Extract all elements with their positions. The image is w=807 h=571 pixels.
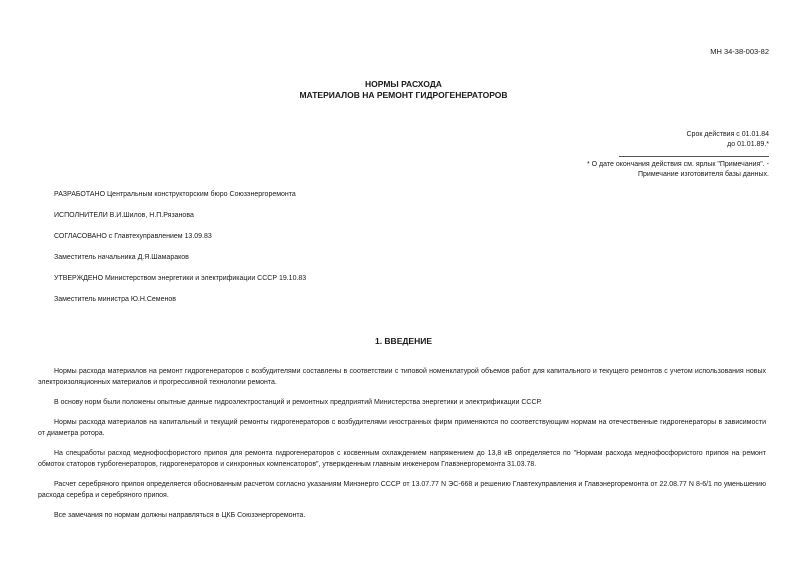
validity-block: [587, 130, 769, 180]
paragraph-4: На спецработы расход меднофосфористого припоя для ремонта гидрогенераторов с косвенным охлаждением напряжением до 13,8 кВ определяется по "Нормам расхода меднофосфористого припоя на ремонт обмоток статоров турбогенераторов, гидрогенераторов и синхронных компенсаторов", утвержденным главным инженером Главэнергоремонта 31.03.78.: [38, 450, 766, 468]
validity-start: Срок действия с 01.01.84: [686, 131, 769, 138]
paragraph-6: Все замечания по нормам должны направляться в ЦКБ Союзэнергоремонта.: [54, 512, 306, 519]
meta-agreed: СОГЛАСОВАНО с Главтехуправлением 13.09.83: [54, 233, 212, 240]
footnote-divider: [619, 156, 769, 157]
meta-deputy-head: Заместитель начальника Д.Я.Шамараков: [54, 254, 189, 261]
document-title: [0, 79, 807, 101]
footnote-line-1: * О дате окончания действия см. ярлык "Примечания". -: [586, 161, 769, 168]
section-title: 1. ВВЕДЕНИЕ: [374, 336, 433, 346]
meta-developed: РАЗРАБОТАНО Центральным конструкторским бюро Союзэнергоремонта: [54, 191, 296, 198]
paragraph-1: Нормы расхода материалов на ремонт гидрогенераторов с возбудителями составлены в соответствии с типовой номенклатурой объемов работ для капитального и текущего ремонтов с учетом использования новых электроизоляционных материалов и прогрессивной технологии ремонта.: [38, 368, 766, 386]
title-line-2: МАТЕРИАЛОВ НА РЕМОНТ ГИДРОГЕНЕРАТОРОВ: [299, 90, 508, 100]
paragraph-5: Расчет серебряного припоя определяется обоснованным расчетом согласно указаниям Минэнерго СССР от 13.07.77 N ЭС-668 и решению Главтехуправления и Главэнергоремонта от 22.08.77 N 8-6/1 по уменьшению расхода серебра и серебряного припоя.: [38, 481, 766, 499]
footnote-line-2: Примечание изготовителя базы данных.: [637, 171, 769, 178]
title-line-1: НОРМЫ РАСХОДА: [365, 79, 442, 89]
meta-deputy-minister: Заместитель министра Ю.Н.Семенов: [54, 296, 176, 303]
validity-end: до 01.01.89.*: [727, 141, 769, 148]
meta-approved: УТВЕРЖДЕНО Министерством энергетики и электрификации СССР 19.10.83: [54, 275, 307, 282]
meta-executors: ИСПОЛНИТЕЛИ В.И.Шилов, Н.П.Рязанова: [54, 212, 194, 219]
paragraph-2: В основу норм были положены опытные данные гидроэлектростанций и ремонтных предприятий Министерства энергетики и электрификации СССР.: [54, 399, 542, 406]
paragraph-3: Нормы расхода материалов на капитальный и текущий ремонты гидрогенераторов с возбудителями иностранных фирм применяются по соответствующим нормам на отечественные гидрогенераторы в зависимости от диаметра ротора.: [38, 419, 766, 437]
document-code: МН 34-38-003-82: [710, 47, 769, 56]
